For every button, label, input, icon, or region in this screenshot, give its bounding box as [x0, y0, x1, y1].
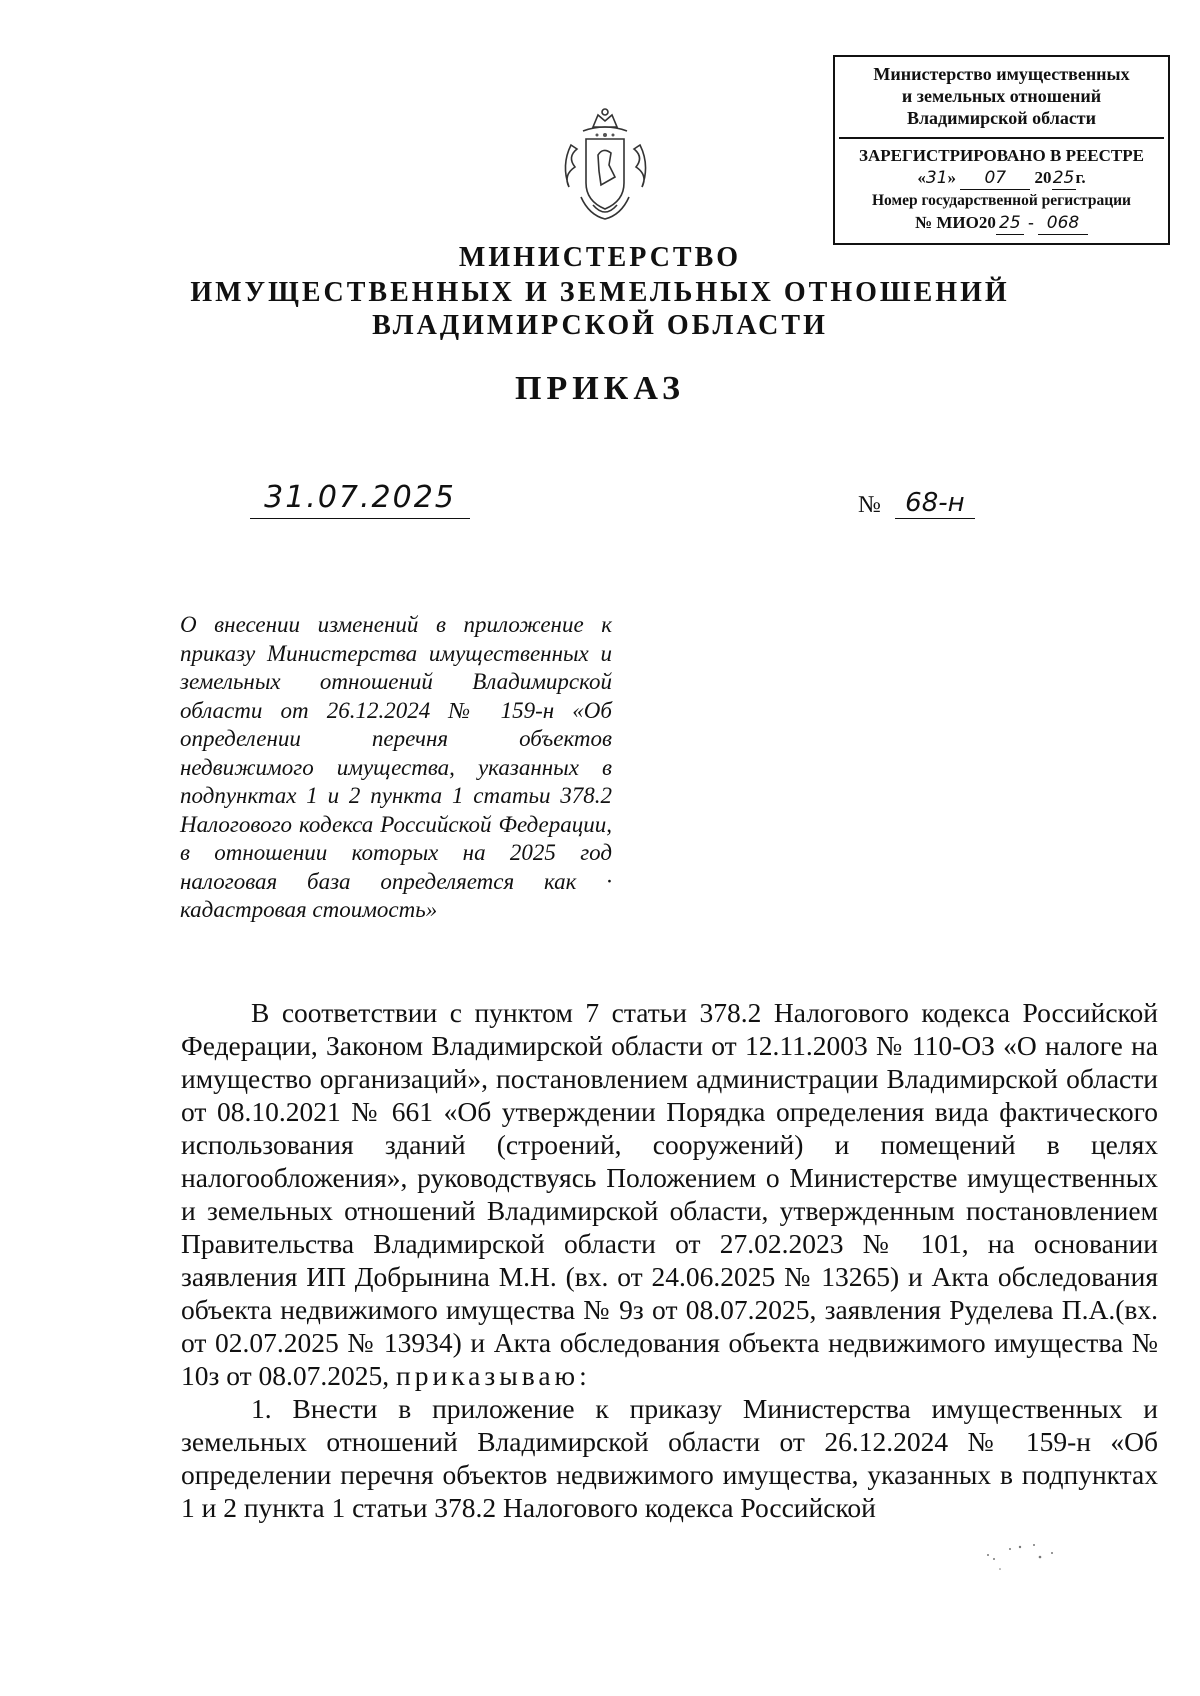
stamp-state-reg-label: Номер государственной регистрации	[872, 192, 1131, 209]
stamp-registered-label: ЗАРЕГИСТРИРОВАНО В РЕЕСТРЕ	[859, 146, 1144, 165]
stamp-year-letter: г.	[1075, 168, 1086, 187]
stamp-reg-year: 25	[996, 212, 1024, 235]
registration-stamp	[833, 55, 1170, 245]
order-body	[181, 996, 1158, 1524]
ministry-title-line-2: ИМУЩЕСТВЕННЫХ И ЗЕМЕЛЬНЫХ ОТНОШЕНИЙ	[190, 277, 1010, 308]
scan-specks	[980, 1535, 1070, 1575]
stamp-reg-number-row	[835, 212, 1168, 235]
order-subject: О внесении изменений в приложение к приказу Министерства имущественных и земельных отношений Владимирской области от 26.12.2024 № 159-н «Об определении перечня объектов недвижимого имущества, указанных в подпунктах 1 и 2 пункта 1 статьи 378.2 Налогового кодекса Российской Федерации, в отношении которых на 2025 год налоговая база определяется как · кадастровая стоимость»	[180, 612, 612, 922]
stamp-quote-close: »	[947, 168, 957, 187]
stamp-reg-prefix: № МИО20	[915, 213, 996, 232]
stamp-date-row	[835, 167, 1168, 190]
stamp-day: 31	[925, 168, 948, 188]
stamp-org-line-2: и земельных отношений	[901, 86, 1102, 106]
body-paragraph-1	[181, 996, 1158, 1392]
ministry-title-line-3: ВЛАДИМИРСКОЙ ОБЛАСТИ	[372, 310, 828, 341]
order-number	[858, 488, 975, 519]
stamp-reg-number: 068	[1038, 212, 1088, 235]
stamp-year-prefix: 20	[1034, 168, 1052, 187]
ministry-title-line-1: МИНИСТЕРСТВО	[458, 242, 742, 273]
stamp-year-suffix: 25	[1052, 168, 1075, 188]
body-paragraph-1-text: В соответствии с пунктом 7 статьи 378.2 Налогового кодекса Российской Федерации, Законом Владимирской области от 12.11.2003 № 110-ОЗ «О налоге на имущество организаций», постановлением администрации Владимирской области от 08.10.2021 № 661 «Об утверждении Порядка определения вида фактического использования зданий (строений, сооружений) и помещений в целях налогообложения», руководствуясь Положением о Министерстве имущественных и земельных отношений Владимирской области, утвержденным постановлением Правительства Владимирской области от 27.02.2023 № 101, на основании заявления ИП Добрынина М.Н. (вх. от 24.06.2025 № 13265) и Акта обследования объекта недвижимого имущества № 9з от 08.07.2025, заявления Руделева П.А.(вх. от 02.07.2025 № 13934) и Акта обследования объекта недвижимого имущества № 10з от 08.07.2025,	[181, 997, 1158, 1391]
stamp-month: 07	[960, 167, 1030, 190]
coat-of-arms-icon	[553, 105, 658, 225]
stamp-quote-open: «	[917, 168, 926, 187]
order-date: 31.07.2025	[250, 478, 470, 519]
body-paragraph-2: 1. Внести в приложение к приказу Министерства имущественных и земельных отношений Владимирской области от 26.12.2024 № 159-н «Об определении перечня объектов недвижимого имущества, указанных в подпунктах 1 и 2 пункта 1 статьи 378.2 Налогового кодекса Российской	[181, 1393, 1158, 1523]
stamp-registration	[835, 139, 1168, 235]
stamp-org-line-1: Министерство имущественных	[873, 64, 1130, 84]
stamp-reg-dash: -	[1023, 213, 1038, 232]
stamp-organization	[839, 57, 1164, 139]
number-sign: №	[858, 492, 881, 518]
order-number-value: 68-н	[895, 488, 975, 519]
order-word: приказываю:	[396, 1360, 591, 1391]
stamp-org-line-3: Владимирской области	[906, 108, 1097, 128]
document-type: ПРИКАЗ	[515, 370, 685, 407]
